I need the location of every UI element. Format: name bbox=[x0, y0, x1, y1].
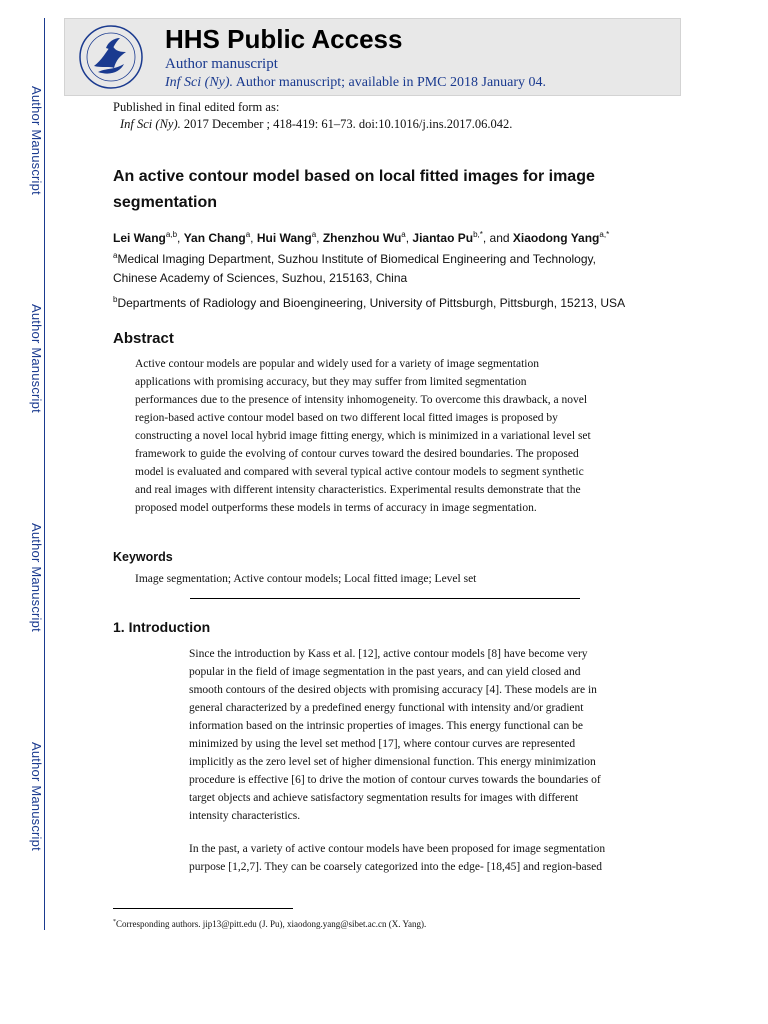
abstract-line: region-based active contour model based on two different local fitted images is proposed by bbox=[135, 412, 558, 424]
author-separator: , and bbox=[482, 231, 513, 245]
abstract-line: proposed model outperforms these models in terms of accuracy in image segmentation. bbox=[135, 502, 537, 514]
footnote-mark: * bbox=[113, 919, 116, 925]
intro-line: general characterized by a predefined energy functional with intensity and/or gradient bbox=[189, 702, 584, 714]
intro-line: target objects and achieve satisfactory segmentation results for images with different bbox=[189, 792, 579, 804]
sidebar-label-2: Author Manuscript bbox=[29, 304, 44, 413]
abstract-heading: Abstract bbox=[113, 330, 174, 347]
abstract-line: constructing a novel local hybrid image fitting energy, which is minimized in a variational level set bbox=[135, 430, 591, 442]
abstract-line: performances due to the presence of intensity inhomogeneity. To overcome this drawback, a novel bbox=[135, 394, 588, 406]
abstract-line: applications with promising accuracy, but they may suffer from limited segmentation bbox=[135, 376, 527, 388]
intro-line: In the past, a variety of active contour models have been proposed for image segmentation bbox=[189, 843, 606, 855]
footnote-text: Corresponding authors. jip13@pitt.edu (J. Pu), xiaodong.yang@sibet.ac.cn (X. Yang). bbox=[116, 919, 427, 929]
keywords-divider bbox=[190, 598, 580, 599]
abstract-line: framework to guide the evolving of contour curves toward the desired boundaries. The proposed bbox=[135, 448, 579, 460]
intro-line: procedure is effective [6] to drive the motion of contour curves towards the boundaries of bbox=[189, 774, 601, 786]
author-name: Yan Chang bbox=[183, 231, 246, 245]
publication-journal: Inf Sci (Ny). bbox=[120, 117, 181, 131]
sidebar-label-4: Author Manuscript bbox=[29, 742, 44, 851]
author-separator: , bbox=[177, 231, 184, 245]
abstract-line: model is evaluated and compared with several typical active contour models to segment synthetic bbox=[135, 466, 584, 478]
banner-title: HHS Public Access bbox=[165, 24, 403, 54]
hhs-eagle-logo-icon bbox=[76, 22, 146, 92]
intro-line: minimized by using the level set method [17], where contour curves are represented bbox=[189, 738, 576, 750]
affiliation-b bbox=[113, 294, 713, 313]
abstract-line: Active contour models are popular and widely used for a variety of image segmentation bbox=[135, 358, 539, 370]
author-affiliation-mark: a,b bbox=[165, 230, 178, 239]
introduction-heading: 1. Introduction bbox=[113, 619, 211, 635]
publication-details: 2017 December ; 418-419: 61–73. doi:10.1016/j.ins.2017.06.042. bbox=[183, 117, 513, 131]
affiliation-a-line1: Medical Imaging Department, Suzhou Institute of Biomedical Engineering and Technology, bbox=[117, 252, 596, 266]
paper-title: An active contour model based on local fitted images for image segmentation bbox=[113, 168, 595, 211]
author-list bbox=[113, 231, 713, 245]
banner-journal-line bbox=[165, 75, 546, 91]
author-affiliation-mark: a bbox=[311, 230, 317, 239]
introduction-paragraph-1 bbox=[189, 645, 649, 825]
abstract-line: and real images with different intensity characteristics. Experimental results demonstrate that the bbox=[135, 484, 581, 496]
author-separator: , bbox=[405, 231, 413, 245]
keywords-heading: Keywords bbox=[113, 550, 173, 564]
sidebar-divider bbox=[44, 18, 45, 930]
affiliation-a-line2: Chinese Academy of Sciences, Suzhou, 215163, China bbox=[113, 271, 408, 285]
intro-line: Since the introduction by Kass et al. [12], active contour models [8] have become very bbox=[189, 648, 588, 660]
intro-line: smooth contours of the desired objects with promising accuracy [4]. These models are in bbox=[189, 684, 597, 696]
author-name: Zhenzhou Wu bbox=[322, 231, 402, 245]
author-name: Hui Wang bbox=[256, 231, 312, 245]
banner-subtitle: Author manuscript bbox=[165, 56, 278, 72]
affiliation-b-mark: b bbox=[113, 295, 118, 304]
author-separator: , bbox=[316, 231, 323, 245]
author-affiliation-mark: a bbox=[401, 230, 406, 239]
author-separator: , bbox=[250, 231, 257, 245]
published-label: Published in final edited form as: bbox=[113, 100, 280, 114]
abstract-text bbox=[135, 355, 635, 517]
author-affiliation-mark: b,* bbox=[473, 230, 483, 239]
affiliation-a-mark: a bbox=[113, 251, 118, 260]
affiliation-a bbox=[113, 250, 713, 288]
footnote-divider bbox=[113, 908, 293, 909]
intro-line: popular in the field of image segmentation in the past years, and can yield closed and bbox=[189, 666, 581, 678]
author-name: Lei Wang bbox=[113, 231, 166, 245]
author-affiliation-mark: a bbox=[245, 230, 251, 239]
intro-line: intensity characteristics. bbox=[189, 810, 301, 822]
footnote bbox=[113, 919, 426, 929]
intro-line: implicitly as the zero level set of higher dimensional function. This energy minimization bbox=[189, 756, 596, 768]
author-affiliation-mark: a,* bbox=[599, 230, 610, 239]
sidebar-label-1: Author Manuscript bbox=[29, 86, 44, 195]
affiliation-b-text: Departments of Radiology and Bioengineering, University of Pittsburgh, Pittsburgh, 15213, USA bbox=[117, 296, 626, 310]
banner-journal-name: Inf Sci (Ny). bbox=[165, 75, 234, 90]
keywords-text: Image segmentation; Active contour models; Local fitted image; Level set bbox=[135, 573, 477, 585]
intro-line: information based on the intrinsic properties of images. This energy functional can be bbox=[189, 720, 583, 732]
author-name: Xiaodong Yang bbox=[512, 231, 600, 245]
intro-line: purpose [1,2,7]. They can be coarsely categorized into the edge- [18,45] and region-based bbox=[189, 861, 602, 873]
author-name: Jiantao Pu bbox=[412, 231, 474, 245]
publication-citation bbox=[120, 117, 512, 132]
banner-availability: Author manuscript; available in PMC 2018 January 04. bbox=[235, 75, 547, 90]
sidebar-label-3: Author Manuscript bbox=[29, 523, 44, 632]
introduction-paragraph-2 bbox=[189, 840, 649, 876]
